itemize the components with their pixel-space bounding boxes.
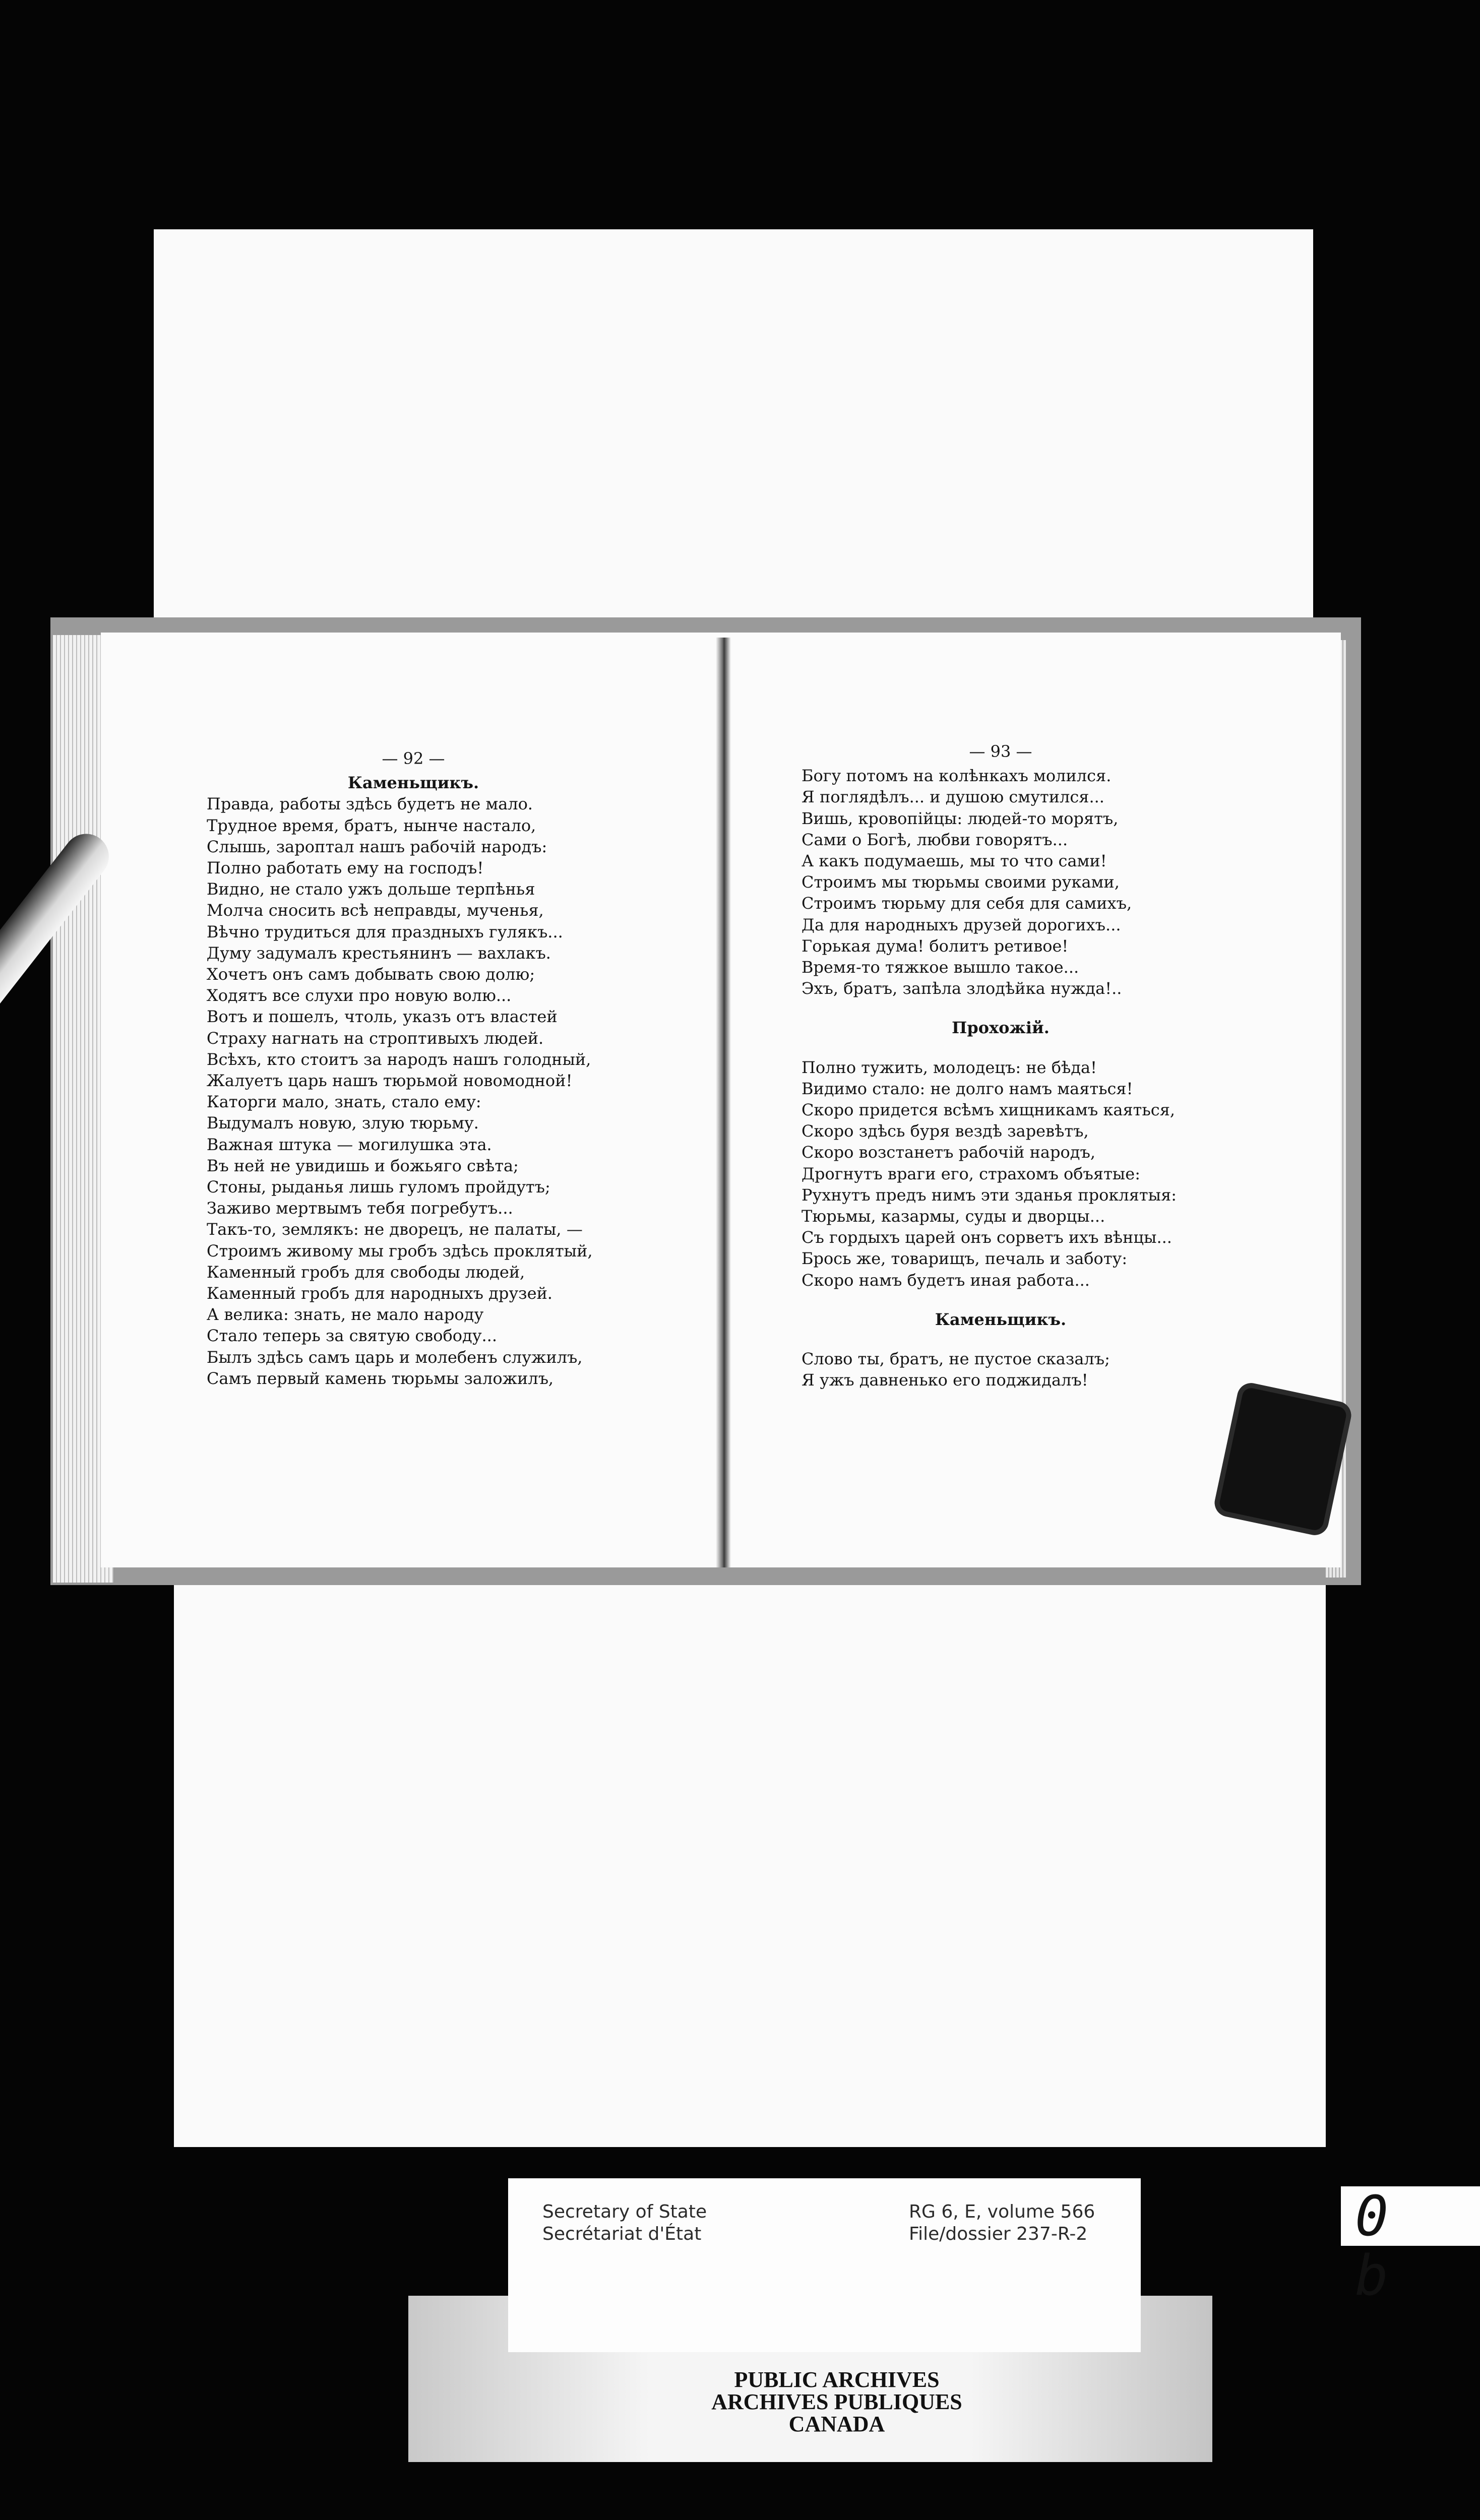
poem-line: Рухнутъ предъ нимъ эти зданья проклятыя: <box>801 1185 1177 1205</box>
poem-line: Скоро здѣсь буря вездѣ заревѣтъ, <box>801 1121 1089 1141</box>
poem-line: Думу задумалъ крестьянинъ — вахлакъ. <box>206 943 551 963</box>
poem-line: Молча сносить всѣ неправды, мученья, <box>206 901 544 920</box>
poem-line: Брось же, товарищъ, печаль и заботу: <box>801 1249 1128 1269</box>
poem-line: Время-то тяжкое вышло такое... <box>801 958 1079 977</box>
poem-line: Всѣхъ, кто стоитъ за народъ нашъ голодный, <box>206 1049 591 1069</box>
poem-line: Скоро придется всѣмъ хищникамъ каяться, <box>801 1100 1176 1120</box>
poem-line: Съ гордыхъ царей онъ сорветъ ихъ вѣнцы... <box>801 1228 1172 1247</box>
poem-line: Горькая дума! болитъ ретивое! <box>801 936 1069 956</box>
label-left <box>542 2201 707 2245</box>
poem-line: Эхъ, братъ, запѣла злодѣйка нужда!.. <box>801 979 1122 998</box>
poem-line: Видимо стало: не долго намъ маяться! <box>801 1079 1133 1098</box>
poem-line: Страху нагнать на строптивыхъ людей. <box>206 1028 544 1048</box>
label-line: Secrétariat d'État <box>542 2224 702 2244</box>
poem-lines <box>207 793 620 1389</box>
poem-stanza-1 <box>801 765 1200 999</box>
poem-line: Такъ-то, землякъ: не дворецъ, не палаты, — <box>206 1220 583 1239</box>
poem-line: Былъ здѣсь самъ царь и молебенъ служилъ, <box>206 1347 583 1367</box>
poem-line: Строимъ мы тюрьмы своими руками, <box>801 872 1120 892</box>
stamp-line: CANADA <box>788 2412 885 2436</box>
label-line: RG 6, E, volume 566 <box>909 2201 1095 2222</box>
poem-line: Полно работать ему на господъ! <box>206 858 484 878</box>
poem-line: Хочетъ онъ самъ добывать свою долю; <box>206 965 535 984</box>
poem-line: Каменный гробъ для свободы людей, <box>206 1262 525 1282</box>
poem-line: Вотъ и пошелъ, чтоль, указъ отъ властей <box>206 1007 558 1027</box>
label-line: Secretary of State <box>542 2201 707 2222</box>
page-number: — 93 — <box>969 742 1032 761</box>
poem-line: Трудное время, братъ, нынче настало, <box>206 815 536 835</box>
poem-line: Каменный гробъ для народныхъ друзей. <box>206 1284 553 1303</box>
poem-line: Вѣчно трудиться для праздныхъ гулякъ... <box>206 922 564 941</box>
poem-line: Сами о Богѣ, любви говорятъ... <box>801 830 1068 849</box>
poem-line: Строимъ тюрьму для себя для самихъ, <box>801 894 1132 913</box>
poem-line: Да для народныхъ друзей дорогихъ... <box>801 915 1121 934</box>
poem-line: Выдумалъ новую, злую тюрьму. <box>206 1113 479 1133</box>
poem-heading-3: Каменьщикъ. <box>935 1309 1067 1329</box>
poem-line: А какъ подумаешь, мы то что сами! <box>801 851 1107 871</box>
poem-line: Богу потомъ на колѣнкахъ молился. <box>801 766 1112 786</box>
frame-number: 0 b <box>1341 2186 1480 2246</box>
poem-line: Я ужъ давненько его поджидалъ! <box>801 1370 1088 1390</box>
poem-stanza-3 <box>801 1348 1200 1391</box>
left-page-text <box>207 748 620 1389</box>
book-gutter <box>716 638 731 1567</box>
poem-heading: Каменьщикъ. <box>347 773 479 793</box>
poem-line: Въ ней не увидишь и божьяго свѣта; <box>206 1156 519 1175</box>
stamp-line: ARCHIVES PUBLIQUES <box>711 2389 962 2414</box>
poem-line: Видно, не стало ужъ дольше терпѣнья <box>206 879 535 899</box>
poem-line: Каторги мало, знать, стало ему: <box>206 1092 482 1112</box>
poem-line: Правда, работы здѣсь будетъ не мало. <box>206 794 533 814</box>
top-sheet <box>154 229 1313 633</box>
archive-stamp <box>610 2369 1064 2435</box>
poem-line: Слышь, зароптал нашъ рабочiй народъ: <box>206 837 547 856</box>
poem-line: Полно тужить, молодецъ: не бѣда! <box>801 1057 1097 1077</box>
poem-line: Стоны, рыданья лишь гуломъ пройдутъ; <box>206 1177 551 1197</box>
poem-line: Заживо мертвымъ тебя погребутъ... <box>206 1199 514 1218</box>
label-line: File/dossier 237-R-2 <box>909 2224 1088 2244</box>
poem-line: Строимъ живому мы гробъ здѣсь проклятый, <box>206 1241 593 1261</box>
poem-heading-2: Прохожiй. <box>952 1018 1050 1038</box>
archive-label-card <box>508 2178 1141 2352</box>
poem-line: Тюрьмы, казармы, суды и дворцы... <box>801 1207 1105 1226</box>
poem-line: Стало теперь за святую свободу... <box>206 1326 498 1346</box>
poem-line: А велика: знать, не мало народу <box>206 1305 484 1325</box>
poem-line: Ходятъ все слухи про новую волю... <box>206 986 512 1005</box>
poem-line: Слово ты, братъ, не пустое сказалъ; <box>801 1349 1110 1369</box>
poem-line: Скоро намъ будетъ иная работа... <box>801 1270 1090 1290</box>
poem-line: Жалуетъ царь нашъ тюрьмой новомодной! <box>206 1071 573 1091</box>
poem-line: Дрогнутъ враги его, страхомъ объятые: <box>801 1164 1140 1183</box>
poem-stanza-2 <box>801 1057 1200 1291</box>
poem-line: Важная штука — могилушка эта. <box>206 1135 492 1154</box>
poem-line: Самъ первый камень тюрьмы заложилъ, <box>206 1368 554 1388</box>
page-number: — 92 — <box>382 749 445 768</box>
label-right <box>909 2201 1095 2245</box>
bottom-sheet <box>174 1542 1326 2147</box>
poem-line: Скоро возстанетъ рабочiй народъ, <box>801 1143 1095 1162</box>
right-page-text <box>801 741 1200 1391</box>
poem-line: Вишь, кровопiйцы: людей-то морятъ, <box>801 808 1119 828</box>
poem-line: Я поглядѣлъ... и душою смутился... <box>801 787 1104 807</box>
stamp-line: PUBLIC ARCHIVES <box>734 2367 940 2392</box>
